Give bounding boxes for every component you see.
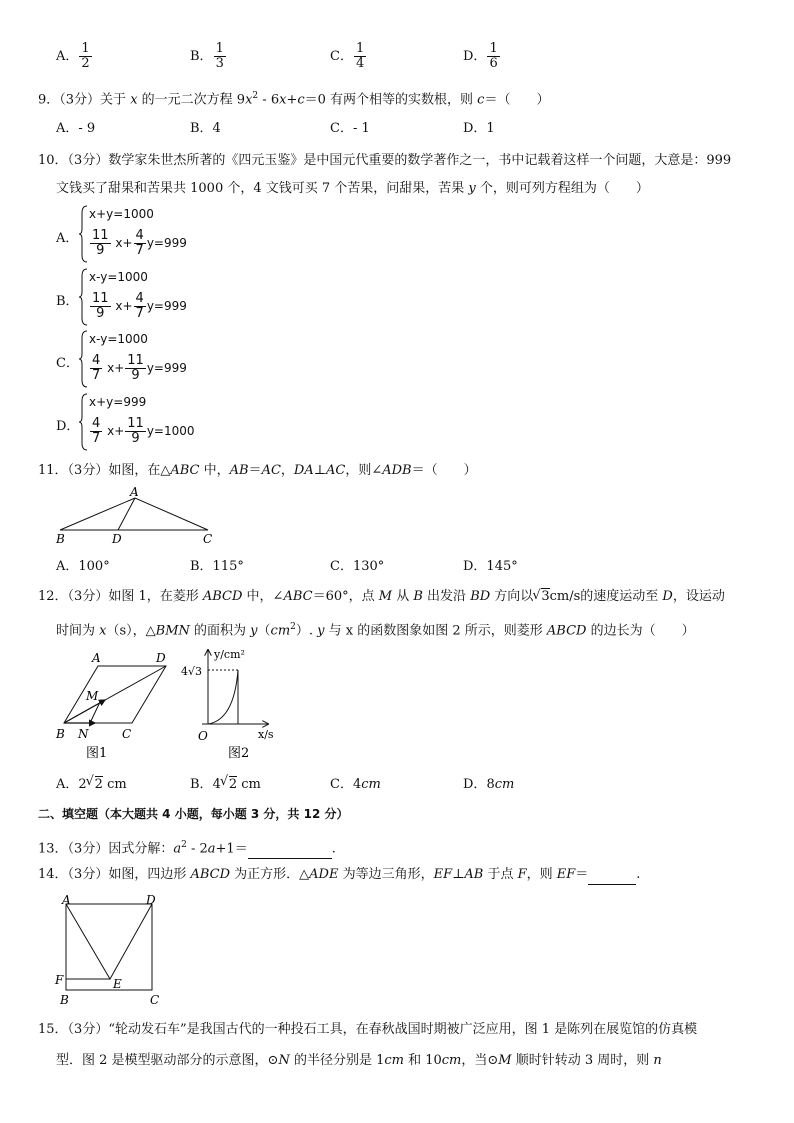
svg-text:O: O — [198, 729, 208, 743]
q12-figure-2-graph — [178, 644, 288, 764]
q12-figure-1-rhombus — [50, 648, 180, 763]
label-b: B — [56, 532, 65, 546]
q11-option-a: A．100° — [56, 559, 110, 574]
q12-stem-line2: 时间为 x（s），△BMN 的面积为 $y(cm^2)$. y 与 x 的函数图象如图 2 所示，则菱形 ABCD 的边长为（ ） — [56, 622, 695, 639]
q13-stem: 13．（3分）因式分解：$a^2 - 2a+1=$ . — [38, 835, 336, 859]
q9-option-d: D．1 — [463, 121, 495, 136]
answer-blank[interactable] — [588, 884, 636, 885]
svg-text:C: C — [150, 993, 160, 1007]
svg-text:图2: 图2 — [228, 746, 250, 761]
svg-text:E: E — [113, 977, 122, 991]
q8-option-a: A． $\frac{1}{2}$ — [56, 41, 90, 71]
svg-text:图1: 图1 — [86, 746, 108, 761]
sqrt-radical: √ 3 — [532, 588, 550, 604]
section-heading: 二、填空题（本大题共 4 小题，每小题 3 分，共 12 分） — [38, 807, 349, 821]
q15-stem-line2: 型．图 2 是模型驱动部分的示意图，⊙N 的半径分别是 1cm 和 10cm，当⊙M 顺时针转动 3 周时，则 n — [56, 1053, 662, 1068]
q10-option-b-letter: B． — [56, 294, 79, 309]
svg-text:y/cm²: y/cm² — [214, 648, 245, 661]
q11-triangle-figure — [50, 484, 220, 546]
svg-text:D: D — [146, 893, 156, 907]
q15-stem-line1: 15．（3分）“轮动发石车”是我国古代的一种投石工具，在春秋战国时期被广泛应用，图 1 是陈列在展览馆的仿真模 — [38, 1022, 698, 1037]
q14-stem: 14．（3分）如图，四边形 ABCD 为正方形．△ADE 为等边三角形，EF⊥AB 于点 F，则 EF＝ . — [38, 865, 640, 885]
fraction: $\frac{1}{6}$ — [489, 41, 498, 71]
svg-text:D: D — [156, 651, 166, 665]
q10-option-d-system: x+y=999 $\frac{4}{7}$ x+ $\frac{11}{9}$ y=1000 — [78, 393, 208, 453]
q9-option-a: A．- 9 — [56, 121, 96, 136]
svg-text:B: B — [56, 727, 65, 741]
q10-option-a-letter: A． — [56, 231, 79, 246]
brace-icon — [78, 205, 88, 263]
q10-stem-line1: 10．（3分）数学家朱世杰所著的《四元玉鉴》是中国元代重要的数学著作之一，书中记载着这样一个问题，大意是：999 — [38, 153, 732, 168]
q9-stem: 9．（3分）关于 x 的一元二次方程 $9x^2 - 6x+c=0$ 有两个相等的实数根，则 c＝（ ） — [38, 91, 550, 108]
svg-text:B: B — [60, 993, 69, 1007]
q11-option-b: B．115° — [190, 559, 244, 574]
svg-text:C: C — [122, 727, 132, 741]
fraction: $\frac{1}{3}$ — [215, 41, 224, 71]
svg-text:M: M — [86, 689, 99, 703]
q11-option-d: D．145° — [463, 559, 518, 574]
q10-option-d-letter: D． — [56, 419, 80, 434]
svg-text:4√3: 4√3 — [181, 665, 203, 678]
svg-text:A: A — [92, 651, 101, 665]
q10-option-c-system: x-y=1000 $\frac{4}{7}$ x+ $\frac{11}{9}$ y=999 — [78, 330, 208, 390]
label-d: D — [112, 532, 122, 546]
brace-icon — [78, 393, 88, 451]
q10-stem-line2: 文钱买了甜果和苦果共 1000 个，4 文钱可买 7 个苦果，问甜果，苦果 y 个，则可列方程组为（ ） — [56, 181, 649, 196]
q8-option-b: B． $\frac{1}{3}$ — [190, 41, 224, 71]
fraction: $\frac{1}{4}$ — [355, 41, 365, 71]
brace-icon — [78, 330, 88, 388]
q10-option-a-system: x+y=1000 $\frac{11}{9}$ x+ $\frac{4}{7}$ y=999 — [78, 205, 208, 265]
q9-option-b: B．4 — [190, 121, 221, 136]
svg-text:x/s: x/s — [258, 728, 274, 741]
q11-stem: 11．（3分）如图，在△ABC 中，AB＝AC，DA⊥AC，则∠ADB＝（ ） — [38, 463, 477, 478]
q11-option-c: C．130° — [330, 559, 385, 574]
q10-option-c-letter: C． — [56, 356, 79, 371]
answer-blank[interactable] — [248, 858, 332, 859]
label-a: A — [130, 485, 139, 499]
label-c: C — [203, 532, 213, 546]
q9-option-c: C．- 1 — [330, 121, 370, 136]
svg-text:N: N — [78, 727, 89, 741]
svg-text:F: F — [55, 973, 64, 987]
q12-option-c: C．4cm — [330, 777, 381, 792]
q14-square-figure — [50, 892, 170, 1012]
q12-option-a: A．2 √ 2 cm — [56, 774, 127, 792]
q12-option-b: B．4 √ 2 cm — [190, 774, 261, 792]
q12-option-d: D．8cm — [463, 777, 515, 792]
q10-option-b-system: x-y=1000 $\frac{11}{9}$ x+ $\frac{4}{7}$ y=999 — [78, 268, 208, 328]
q12-stem-line1: 12．（3分）如图 1，在菱形 ABCD 中，∠ABC＝60°，点 M 从 B 出发沿 BD 方向以 √ 3cm/s的速度运动至 D，设运动 — [38, 588, 725, 604]
fraction: $\frac{1}{2}$ — [81, 41, 90, 71]
q8-option-c: C． $\frac{1}{4}$ — [330, 41, 365, 71]
brace-icon — [78, 268, 88, 326]
q8-option-d: D． $\frac{1}{6}$ — [463, 41, 498, 71]
svg-text:A: A — [62, 893, 71, 907]
